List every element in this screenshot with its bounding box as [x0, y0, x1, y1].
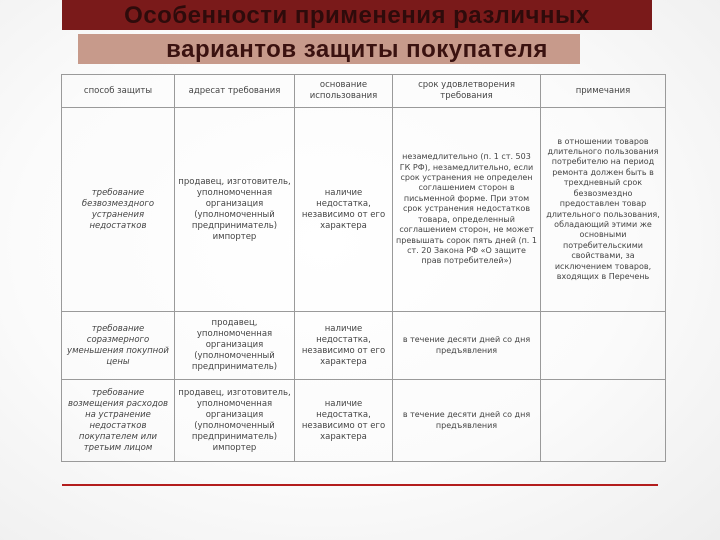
table-row	[62, 312, 666, 380]
cell-protection-method: требование возмещения расходов на устранение недостатков покупателем или третьим лицом	[62, 380, 175, 462]
cell-addressee: продавец, изготовитель, уполномоченная организация (уполномоченный предприниматель) импортер	[175, 108, 295, 312]
cell-basis: наличие недостатка, независимо от его характера	[295, 108, 393, 312]
cell-basis: наличие недостатка, независимо от его характера	[295, 312, 393, 380]
header-notes: примечания	[541, 75, 666, 108]
cell-term: незамедлительно (п. 1 ст. 503 ГК РФ), незамедлительно, если срок устранения не определен соглашением сторон в письменной форме. При этом срок устранения недостатков товара, определенный соглашением сторон, не может превышать сорок пять дней (п. 1 ст. 20 Закона РФ «О защите прав потребителей»)	[393, 108, 541, 312]
header-term: срок удовлетворения требования	[393, 75, 541, 108]
cell-basis: наличие недостатка, независимо от его характера	[295, 380, 393, 462]
protection-methods-table	[61, 74, 666, 462]
bottom-accent-line	[62, 484, 658, 486]
cell-notes	[541, 380, 666, 462]
slide-title-line-1: Особенности применения различных	[124, 2, 590, 29]
cell-term: в течение десяти дней со дня предъявления	[393, 312, 541, 380]
table-header-row	[62, 75, 666, 108]
table-row	[62, 380, 666, 462]
slide-title-line-2: вариантов защиты покупателя	[166, 36, 548, 63]
header-basis: основание использования	[295, 75, 393, 108]
cell-protection-method: требование безвозмездного устранения недостатков	[62, 108, 175, 312]
header-addressee: адресат требования	[175, 75, 295, 108]
table-row	[62, 108, 666, 312]
cell-addressee: продавец, изготовитель, уполномоченная организация (уполномоченный предприниматель) импортер	[175, 380, 295, 462]
cell-notes	[541, 312, 666, 380]
cell-notes: в отношении товаров длительного пользования потребителю на период ремонта должен быть в трехдневный срок безвозмездно предоставлен товар длительного пользования, обладающий этими же основными потребительскими свойствами, за исключением товаров, входящих в Перечень	[541, 108, 666, 312]
header-protection-method: способ защиты	[62, 75, 175, 108]
cell-term: в течение десяти дней со дня предъявления	[393, 380, 541, 462]
cell-addressee: продавец, уполномоченная организация (уполномоченный предприниматель)	[175, 312, 295, 380]
cell-protection-method: требование соразмерного уменьшения покупной цены	[62, 312, 175, 380]
